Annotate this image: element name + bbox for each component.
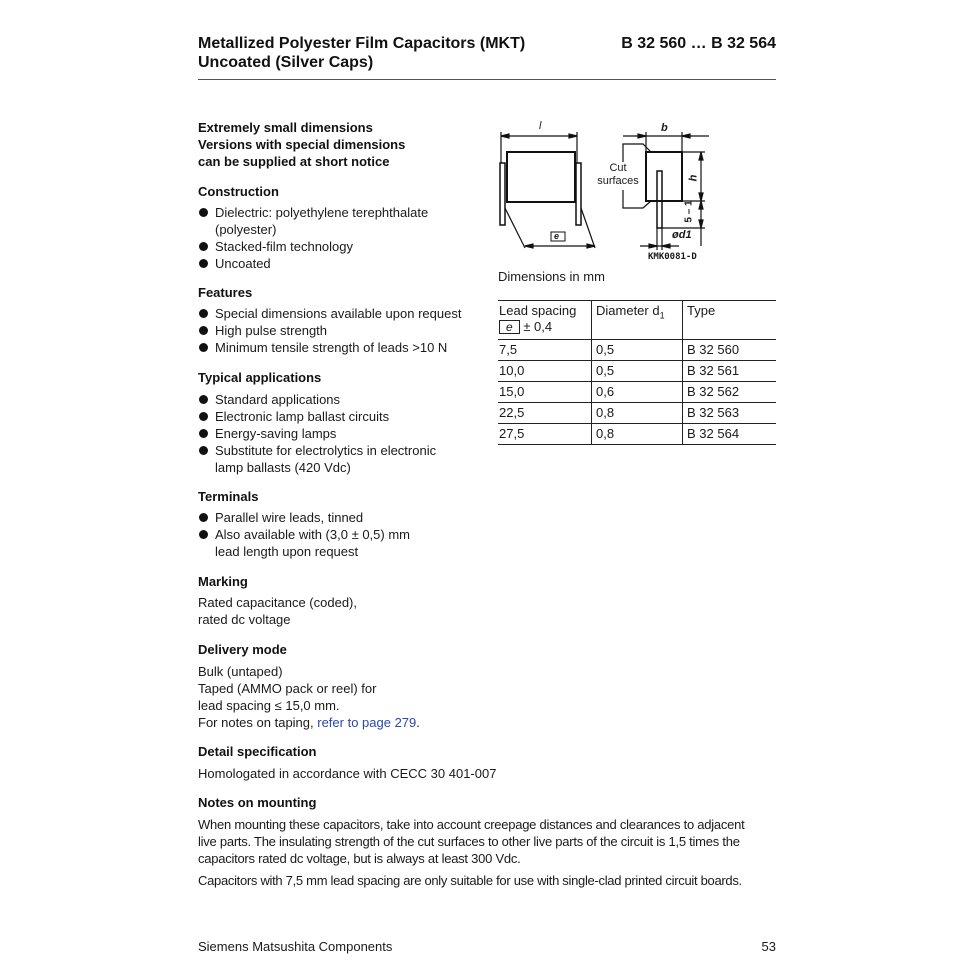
marking-section [198, 573, 478, 628]
list-item: Electronic lamp ballast circuits [198, 408, 458, 425]
cell-spacing: 10,0 [498, 361, 592, 382]
section-heading: Detail specification [198, 744, 317, 759]
cell-type: B 32 560 [683, 340, 777, 361]
intro-block [198, 119, 478, 170]
delivery-line [198, 714, 498, 731]
delivery-text: For notes on taping, [198, 715, 318, 730]
dim-label-lead-length: 5 – 1 [683, 200, 695, 223]
table-row [498, 340, 776, 361]
table-row [498, 382, 776, 403]
title-line-2: Uncoated (Silver Caps) [198, 54, 374, 71]
detail-spec-section [198, 743, 776, 782]
cell-type: B 32 561 [683, 361, 777, 382]
drawing-caption: Dimensions in mm [498, 269, 605, 284]
delivery-section [198, 641, 498, 731]
section-heading: Construction [198, 184, 279, 199]
terminals-section [198, 488, 438, 560]
table-row [498, 361, 776, 382]
capacitor-dimension-drawing [495, 118, 715, 268]
mounting-text: When mounting these capacitors, take into account creepage distances and clearances to adjacent [198, 817, 745, 832]
cell-diameter: 0,6 [592, 382, 683, 403]
cell-type: B 32 564 [683, 424, 777, 445]
marking-line: rated dc voltage [198, 612, 291, 627]
cell-spacing: 22,5 [498, 403, 592, 424]
tolerance-text: ± 0,4 [523, 319, 553, 334]
section-heading: Features [198, 285, 253, 300]
taping-page-link[interactable]: refer to page 279 [317, 715, 417, 730]
delivery-line: Bulk (untaped) [198, 664, 283, 679]
cell-spacing: 27,5 [498, 424, 592, 445]
header-type: Type [683, 301, 777, 340]
cell-type: B 32 562 [683, 382, 777, 403]
list-item: Stacked-film technology [198, 238, 448, 255]
list-item: Dielectric: polyethylene terephthalate (polyester) [198, 204, 448, 238]
dim-label-lead-diameter: ød1 [672, 229, 692, 241]
type-table [498, 300, 776, 445]
list-item: Minimum tensile strength of leads >10 N [198, 339, 488, 356]
list-item: Uncoated [198, 255, 448, 272]
cut-surfaces-line: Cut [609, 162, 627, 174]
header-rule [198, 79, 776, 80]
applications-section [198, 369, 458, 476]
construction-section [198, 183, 478, 272]
list-item: Also available with (3,0 ± 0,5) mm lead length upon request [198, 526, 438, 560]
intro-line: Versions with special dimensions [198, 137, 406, 152]
table-row [498, 403, 776, 424]
header-text: Diameter d [596, 303, 660, 318]
cell-spacing: 15,0 [498, 382, 592, 403]
features-section [198, 284, 488, 356]
list-item: Parallel wire leads, tinned [198, 509, 438, 526]
list-item: High pulse strength [198, 322, 488, 339]
part-number-range: B 32 560 … B 32 564 [621, 35, 776, 52]
cell-spacing: 7,5 [498, 340, 592, 361]
intro-line: can be supplied at short notice [198, 154, 390, 169]
lead-spacing-symbol: e [499, 320, 520, 334]
header-subscript: 1 [659, 310, 665, 321]
dim-label-width: b [661, 122, 668, 134]
cell-diameter: 0,8 [592, 424, 683, 445]
cell-diameter: 0,5 [592, 340, 683, 361]
table-header-row [498, 301, 776, 340]
dim-label-lead-spacing: e [554, 231, 560, 241]
mounting-text: capacitors rated dc voltage, but is always at least 300 Vdc. [198, 851, 521, 866]
detail-spec-text: Homologated in accordance with CECC 30 401-007 [198, 766, 497, 781]
delivery-line: Taped (AMMO pack or reel) for [198, 681, 377, 696]
dim-label-height: h [687, 174, 700, 182]
section-heading: Notes on mounting [198, 795, 317, 810]
list-item: Standard applications [198, 391, 458, 408]
list-item: Special dimensions available upon request [198, 305, 488, 322]
marking-line: Rated capacitance (coded), [198, 595, 357, 610]
section-heading: Terminals [198, 489, 259, 504]
header-text: Lead spacing [499, 303, 577, 318]
mounting-text: Capacitors with 7,5 mm lead spacing are only suitable for use with single-clad printed circuit boards. [198, 873, 742, 888]
dim-label-length: l [539, 120, 542, 132]
drawing-code: KMK0081-D [648, 252, 697, 262]
title-line-1: Metallized Polyester Film Capacitors (MKT) [198, 35, 526, 52]
cut-surfaces-label [596, 162, 640, 188]
cell-diameter: 0,8 [592, 403, 683, 424]
footer-company: Siemens Matsushita Components [198, 939, 393, 954]
section-heading: Marking [198, 574, 248, 589]
delivery-text: . [416, 715, 420, 730]
mounting-text: live parts. The insulating strength of the cut surfaces to other live parts of the circuit is 1,5 times the [198, 834, 740, 849]
list-item: Energy-saving lamps [198, 425, 458, 442]
page-number: 53 [761, 939, 776, 954]
cell-type: B 32 563 [683, 403, 777, 424]
document-title [198, 34, 525, 72]
cut-surfaces-line: surfaces [597, 175, 639, 187]
section-heading: Typical applications [198, 370, 322, 385]
cell-diameter: 0,5 [592, 361, 683, 382]
header-diameter [592, 301, 683, 340]
header-lead-spacing [498, 301, 592, 340]
delivery-line: lead spacing ≤ 15,0 mm. [198, 698, 340, 713]
mounting-section [198, 794, 788, 889]
intro-line: Extremely small dimensions [198, 120, 373, 135]
table-row [498, 424, 776, 445]
list-item: Substitute for electrolytics in electronic lamp ballasts (420 Vdc) [198, 442, 458, 476]
section-heading: Delivery mode [198, 642, 287, 657]
